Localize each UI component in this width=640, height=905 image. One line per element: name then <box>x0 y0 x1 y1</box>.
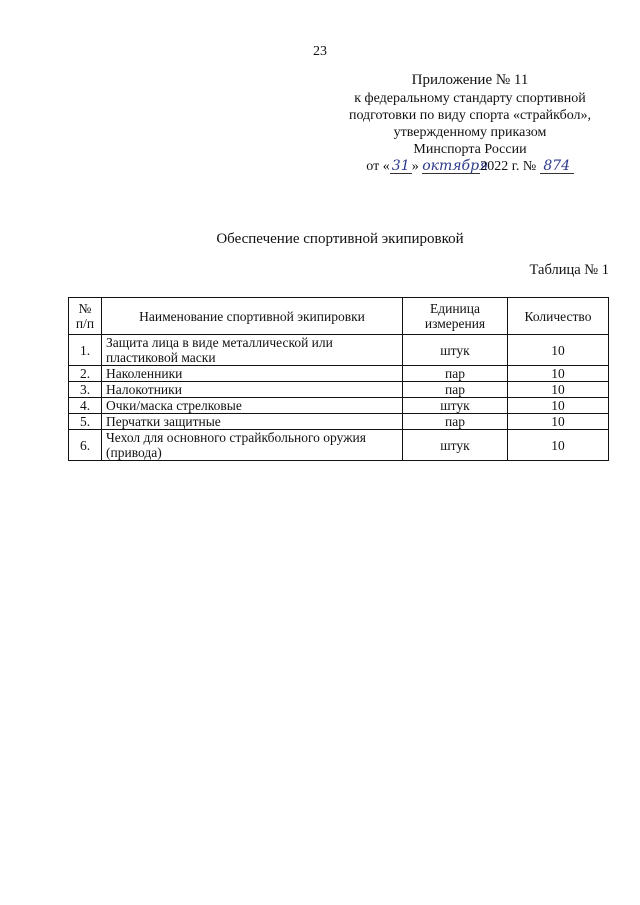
table-row <box>69 366 609 382</box>
appendix-title: Приложение № 11 <box>411 72 529 88</box>
row-qty: 10 <box>508 335 609 366</box>
table-row <box>69 398 609 414</box>
row-name: Перчатки защитные <box>102 414 403 430</box>
table-row <box>69 414 609 430</box>
equipment-table <box>68 297 609 461</box>
row-num: 3. <box>69 382 102 398</box>
row-name: Наколенники <box>102 366 403 382</box>
handwritten-month: октября <box>422 158 489 174</box>
date-year: 2022 г. № <box>480 159 537 174</box>
header-qty: Количество <box>508 298 609 335</box>
row-name: Чехол для основного страйкбольного оружия (привода) <box>102 430 403 461</box>
header-num: № п/п <box>69 298 102 335</box>
row-unit: пар <box>403 414 508 430</box>
header-unit: Единица измерения <box>403 298 508 335</box>
row-qty: 10 <box>508 382 609 398</box>
row-name: Защита лица в виде металлической или пластиковой маски <box>102 335 403 366</box>
row-num: 5. <box>69 414 102 430</box>
row-unit: штук <box>403 398 508 414</box>
row-unit: пар <box>403 366 508 382</box>
appendix-header <box>325 72 615 175</box>
row-num: 4. <box>69 398 102 414</box>
document-title: Обеспечение спортивной экипировкой <box>216 231 464 247</box>
appendix-line: к федеральному стандарту спортивной <box>354 91 586 106</box>
page-number: 23 <box>313 44 327 59</box>
table-label: Таблица № 1 <box>529 262 609 278</box>
table-row <box>69 382 609 398</box>
handwritten-day: 31 <box>390 159 412 174</box>
row-qty: 10 <box>508 430 609 461</box>
row-num: 1. <box>69 335 102 366</box>
row-unit: штук <box>403 335 508 366</box>
table-row <box>69 430 609 461</box>
row-name: Очки/маска стрелковые <box>102 398 403 414</box>
row-unit: пар <box>403 382 508 398</box>
row-num: 6. <box>69 430 102 461</box>
header-name: Наименование спортивной экипировки <box>102 298 403 335</box>
date-mid: » <box>411 159 419 174</box>
handwritten-order-number: 874 <box>540 159 574 174</box>
appendix-line: утвержденному приказом <box>393 125 547 140</box>
row-name: Налокотники <box>102 382 403 398</box>
row-qty: 10 <box>508 414 609 430</box>
date-prefix: от « <box>366 159 390 174</box>
row-unit: штук <box>403 430 508 461</box>
appendix-line: подготовки по виду спорта «страйкбол», <box>348 108 592 123</box>
row-num: 2. <box>69 366 102 382</box>
row-qty: 10 <box>508 366 609 382</box>
row-qty: 10 <box>508 398 609 414</box>
table-header-row <box>69 298 609 335</box>
table-row <box>69 335 609 366</box>
order-date-line <box>325 158 615 175</box>
appendix-line: Минспорта России <box>413 142 527 157</box>
